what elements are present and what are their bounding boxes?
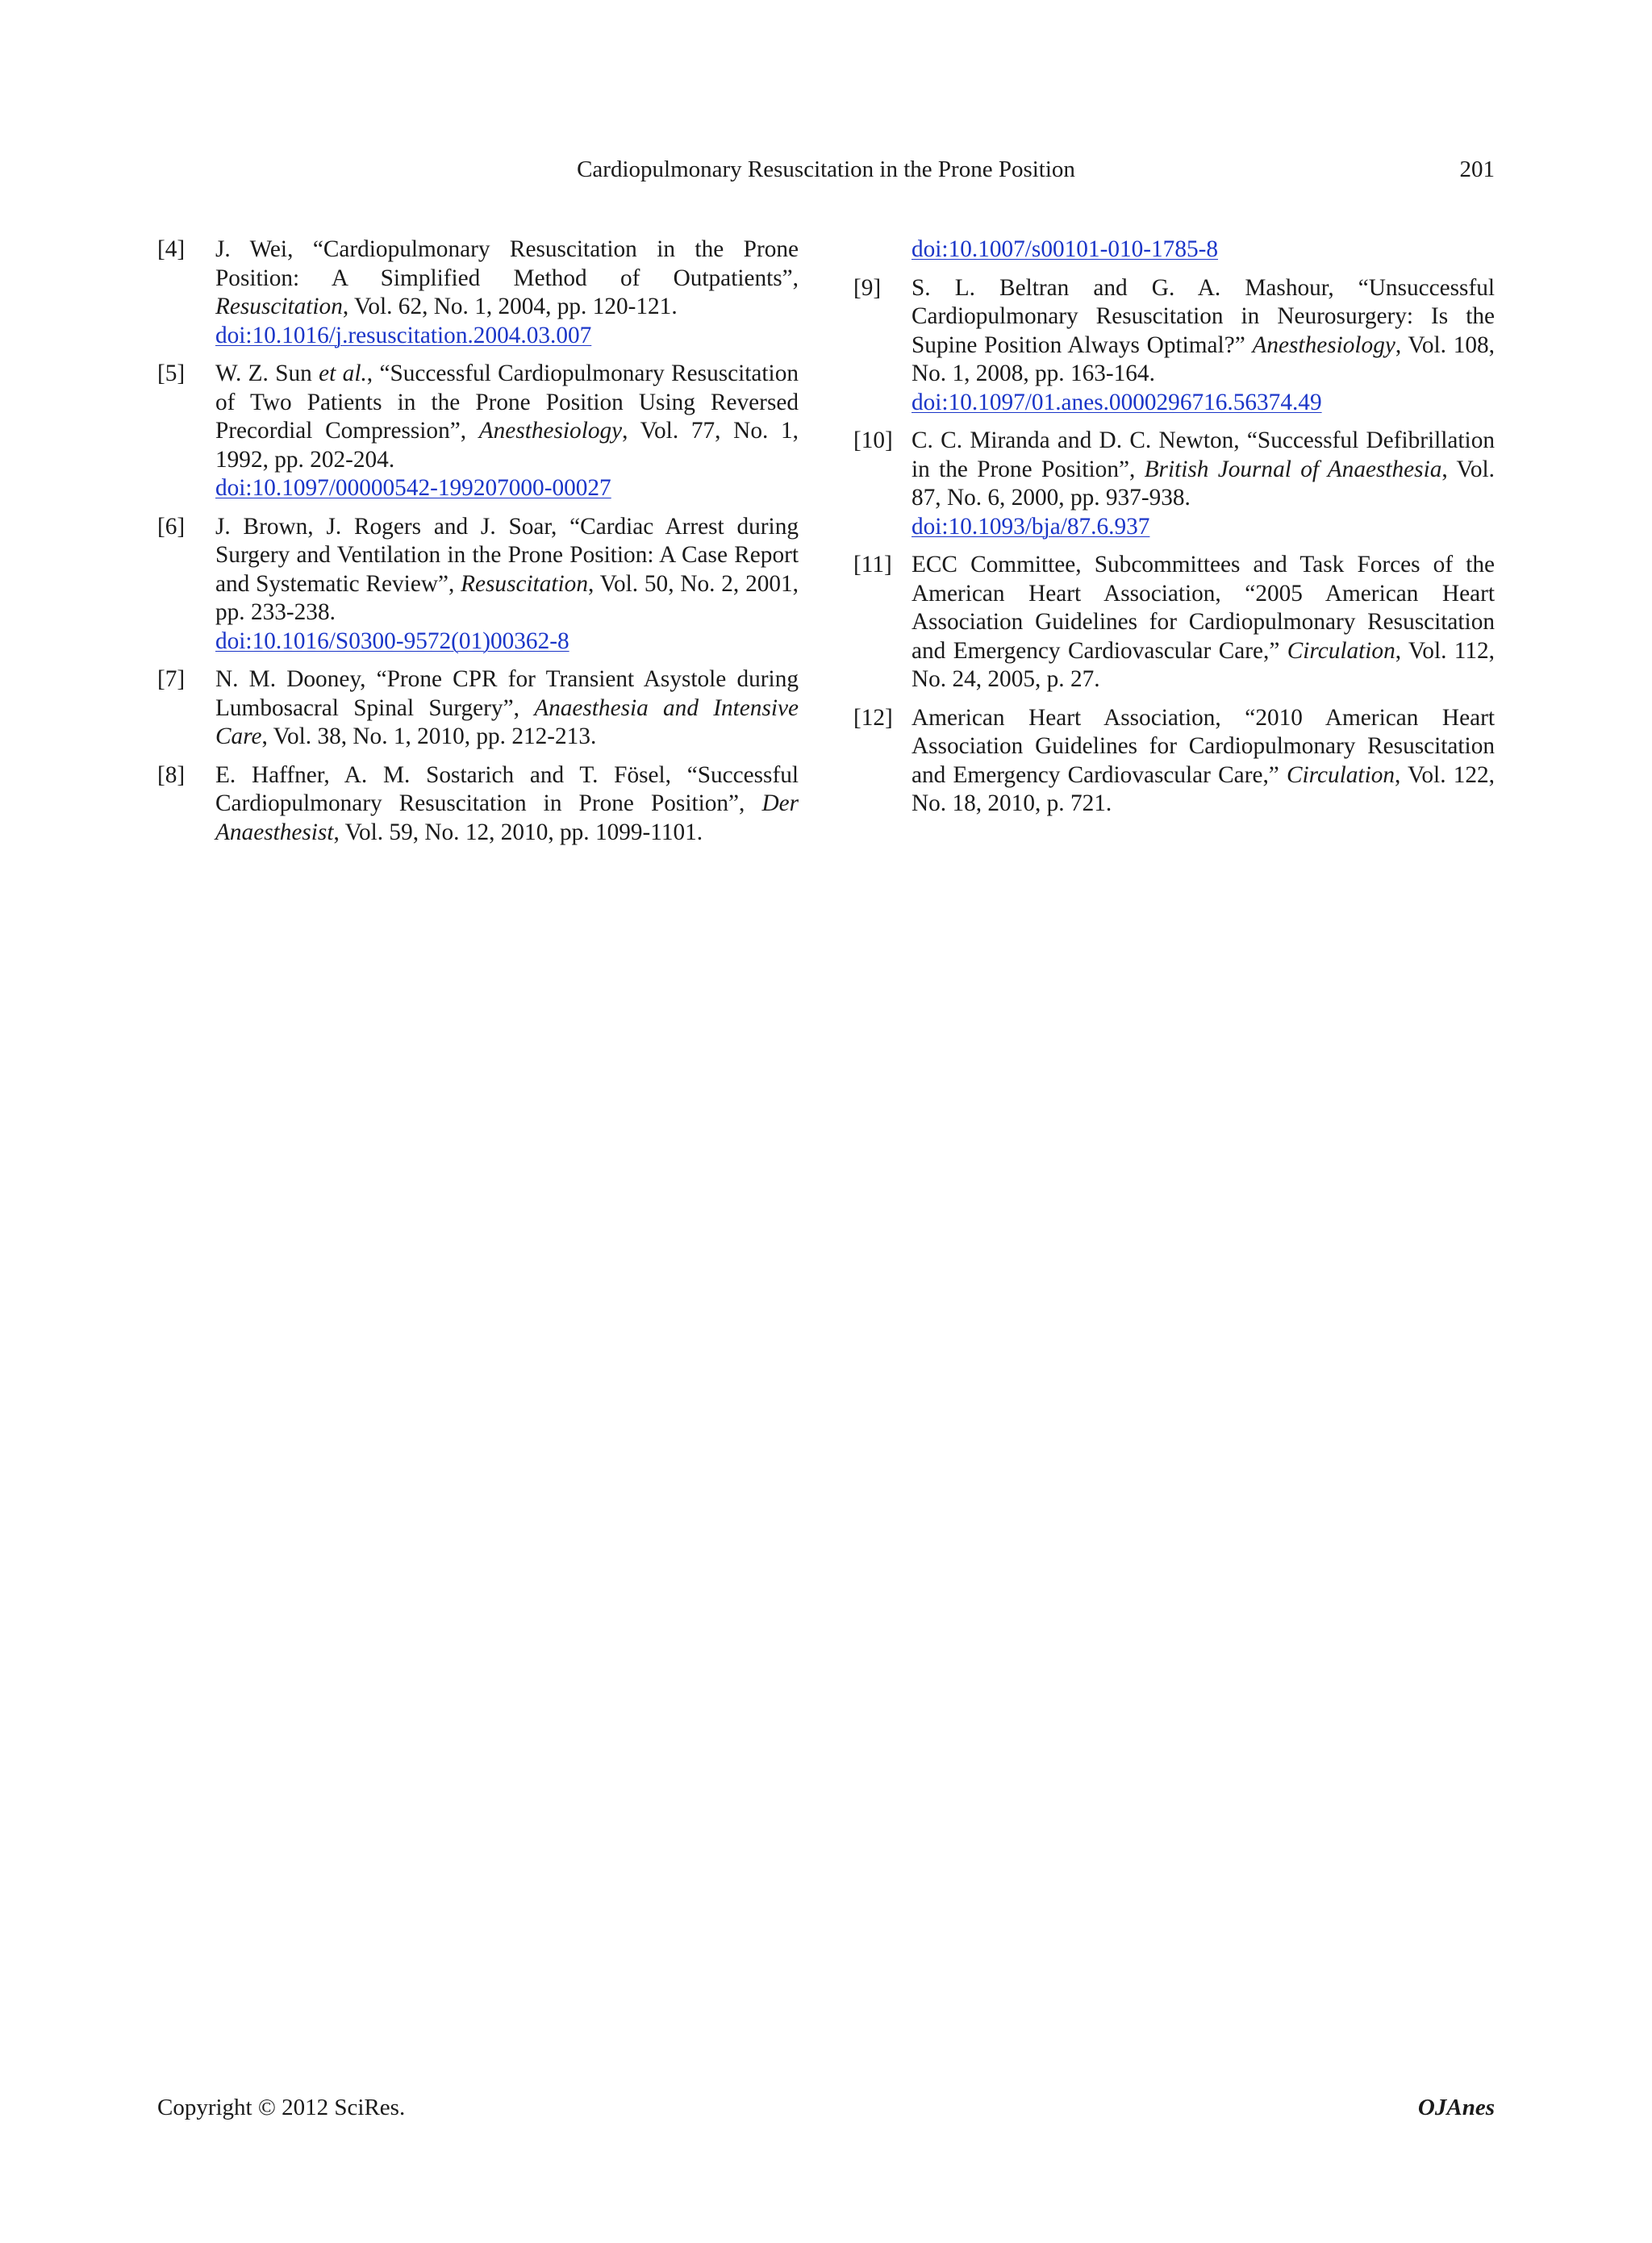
reference-italic-text: Anesthesiology [478,418,623,444]
reference-text [912,427,1495,541]
reference-number: [9] [853,274,882,301]
reference-number: [11] [853,552,892,577]
copyright-notice: Copyright © 2012 SciRes. [157,2095,406,2120]
references-right-list [853,274,1495,819]
reference-number: [6] [157,513,186,540]
reference-number: [8] [157,761,186,788]
reference-text-segment: , Vol. 87, No. 6, 2000, pp. 937-938. [912,456,1495,511]
reference-item [157,513,799,657]
reference-number: [12] [853,704,893,731]
reference-text [215,360,799,503]
running-title: Cardiopulmonary Resuscitation in the Prone Position [577,156,1075,182]
reference-italic-text: Circulation [1287,637,1395,664]
reference-item [853,427,1495,541]
doi-link[interactable]: doi:10.1097/00000542-199207000-00027 [215,475,611,501]
reference-text-segment: N. M. Dooney, “Prone CPR for Transient Asystole during Lumbosacral Spinal Surgery”, [215,666,799,721]
reference-number: [4] [157,236,186,262]
reference-text [215,236,799,350]
reference-text-segment: C. C. Miranda and D. C. Newton, “Successful Defibrillation in the Prone Position”, [912,427,1495,482]
reference-text-segment: , Vol. 122, No. 18, 2010, p. 721. [912,761,1495,816]
reference-text-segment: , Vol. 59, No. 12, 2010, pp. 1099-1101. [333,819,703,845]
reference-italic-text: Der Anaesthesist [215,790,799,845]
reference-text [912,551,1495,694]
doi-link[interactable]: doi:10.1097/01.anes.0000296716.56374.49 [912,389,1322,415]
reference-text-segment: , Vol. 38, No. 1, 2010, pp. 212-213. [261,723,597,749]
references-left-column [157,236,799,857]
reference-italic-text: Resuscitation [215,294,343,319]
reference-text-segment: , Vol. 108, No. 1, 2008, pp. 163-164. [912,331,1495,386]
reference-text-segment: J. Brown, J. Rogers and J. Soar, “Cardiac Arrest during Surgery and Ventilation in the Prone Position: A Case Report and Systematic Review”, [215,513,799,597]
reference-text [912,274,1495,418]
reference-item [157,665,799,752]
references-right-column [853,236,1495,828]
reference-italic-text: British Journal of Anaesthesia [1144,456,1442,482]
reference-number: [10] [853,427,893,453]
doi-link[interactable]: doi:10.1016/j.resuscitation.2004.03.007 [215,322,592,348]
reference-text [912,704,1495,819]
reference-text [215,665,799,752]
reference-text-segment: , Vol. 112, No. 24, 2005, p. 27. [912,637,1495,692]
reference-text-segment: ECC Committee, Subcommittees and Task Forces of the American Heart Association, “2005 American Heart Association Guidelines for Cardiopulmonary Resuscitation and Emergency Cardiovascular Care,” [912,552,1495,664]
reference-text [215,761,799,848]
reference-text-segment: W. Z. Sun [215,361,319,386]
continued-reference [853,236,1495,265]
reference-item [157,236,799,350]
reference-italic-text: Anesthesiology [1252,331,1395,358]
reference-text-segment: , Vol. 62, No. 1, 2004, pp. 120-121. [342,294,678,319]
reference-italic-text: Resuscitation [461,570,588,597]
reference-text-segment: American Heart Association, “2010 American Heart Association Guidelines for Cardiopulmonary Resuscitation and Emergency Cardiovascular Care,” [912,704,1495,788]
reference-italic-text: et al. [319,361,367,386]
reference-text-segment: , Vol. 77, No. 1, 1992, pp. 202-204. [215,418,799,473]
reference-item [157,761,799,848]
doi-link[interactable]: doi:10.1016/S0300-9572(01)00362-8 [215,627,569,654]
reference-text-segment: , Vol. 50, No. 2, 2001, pp. 233-238. [215,570,799,625]
doi-link[interactable]: doi:10.1093/bja/87.6.937 [912,513,1150,540]
journal-abbreviation: OJAnes [1417,2095,1495,2120]
reference-item [853,704,1495,819]
reference-item [853,274,1495,418]
page-header [157,156,1495,189]
reference-item [853,551,1495,694]
reference-item [157,360,799,503]
reference-text-segment: S. L. Beltran and G. A. Mashour, “Unsuccessful Cardiopulmonary Resuscitation in Neurosurgery: Is the Supine Position Always Optimal?” [912,274,1495,358]
reference-number: [7] [157,666,186,692]
page-number: 201 [1459,156,1495,182]
reference-text-segment: J. Wei, “Cardiopulmonary Resuscitation in the Prone Position: A Simplified Method of Outpatients”, [215,236,799,291]
reference-text [215,513,799,657]
reference-number: [5] [157,361,186,386]
reference-text-segment: E. Haffner, A. M. Sostarich and T. Fösel, “Successful Cardiopulmonary Resuscitation in Prone Position”, [215,761,799,816]
reference-text-segment: , “Successful Cardiopulmonary Resuscitation of Two Patients in the Prone Position Using Reversed Precordial Compression”, [215,361,799,444]
reference-italic-text: Anaesthesia and Intensive Care [215,694,799,749]
reference-italic-text: Circulation [1287,761,1395,788]
doi-link[interactable]: doi:10.1007/s00101-010-1785-8 [912,236,1219,262]
